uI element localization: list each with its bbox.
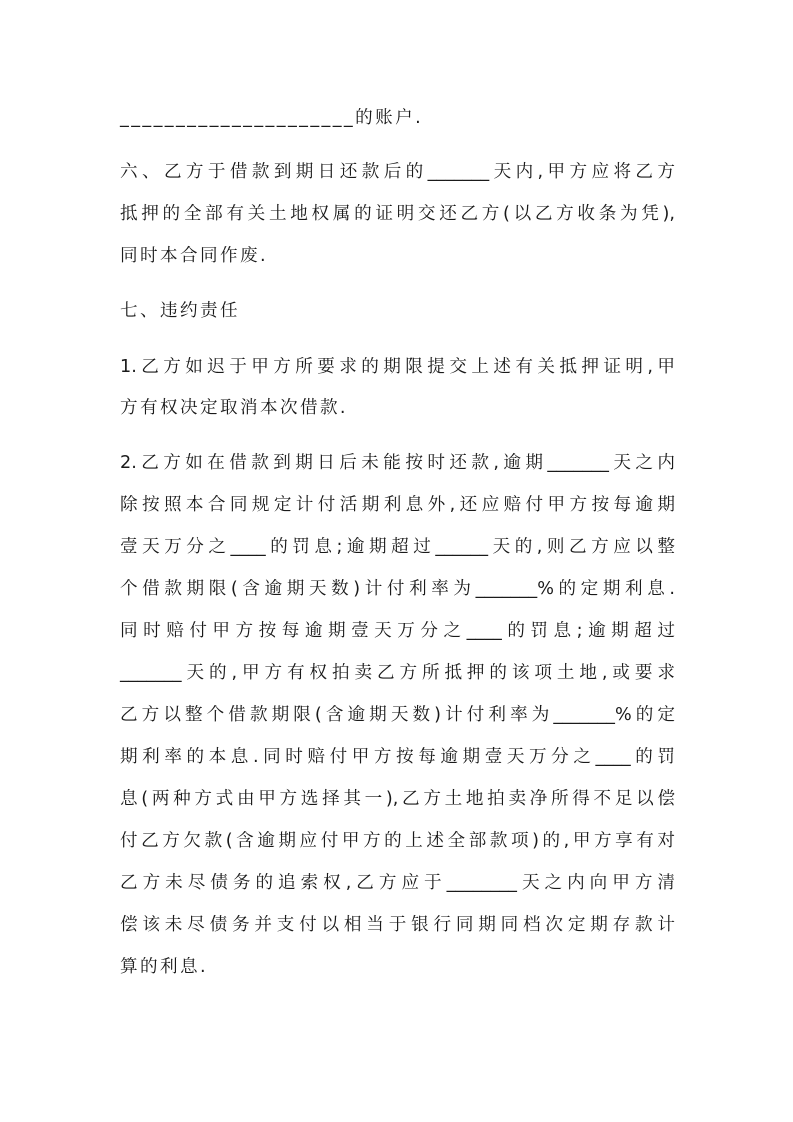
clause-7-2-line-4: 个借款期限(含逾期天数)计付利率为_______%的定期利息.: [120, 579, 675, 599]
clause-7-2-line-12: 偿该未尽债务并支付以相当于银行同期同档次定期存款计: [120, 915, 675, 935]
clause-7-2-line-6: _______天的,甲方有权拍卖乙方所抵押的该项土地,或要求: [120, 663, 675, 683]
clause-7-2-line-1: 2.乙方如在借款到期日后未能按时还款,逾期_______天之内: [120, 453, 675, 473]
clause-7-2-line-8: 期利率的本息.同时赔付甲方按每逾期壹天万分之____的罚: [120, 747, 675, 767]
clause-7-1-line-2: 方有权决定取消本次借款.: [120, 398, 348, 418]
clause-6-line-3: 同时本合同作废.: [120, 246, 268, 266]
clause-7-2-line-9: 息(两种方式由甲方选择其一),乙方土地拍卖净所得不足以偿: [120, 789, 675, 809]
clause-7-2-line-10: 付乙方欠款(含逾期应付甲方的上述全部款项)的,甲方享有对: [120, 831, 675, 851]
clause-7-2-line-2: 除按照本合同规定计付活期利息外,还应赔付甲方按每逾期: [120, 495, 675, 515]
section-heading-breach: 七、违约责任: [120, 301, 240, 321]
clause-7-2-line-13: 算的利息.: [120, 957, 208, 977]
clause-6-line-1: 六、乙方于借款到期日还款后的_______天内,甲方应将乙方: [120, 162, 675, 182]
clause-7-2-line-11: 乙方未尽债务的追索权,乙方应于________天之内向甲方清: [120, 873, 675, 893]
clause-7-1-line-1: 1.乙方如迟于甲方所要求的期限提交上述有关抵押证明,甲: [120, 357, 675, 377]
clause-6-line-2: 抵押的全部有关土地权属的证明交还乙方(以乙方收条为凭),: [120, 204, 675, 224]
clause-7-2-line-7: 乙方以整个借款期限(含逾期天数)计付利率为_______%的定: [120, 705, 675, 725]
account-tail-line: _____________________的账户.: [120, 108, 424, 128]
clause-7-2-line-5: 同时赔付甲方按每逾期壹天万分之____的罚息;逾期超过: [120, 621, 675, 641]
clause-7-2-line-3: 壹天万分之____的罚息;逾期超过______天的,则乙方应以整: [120, 537, 675, 557]
